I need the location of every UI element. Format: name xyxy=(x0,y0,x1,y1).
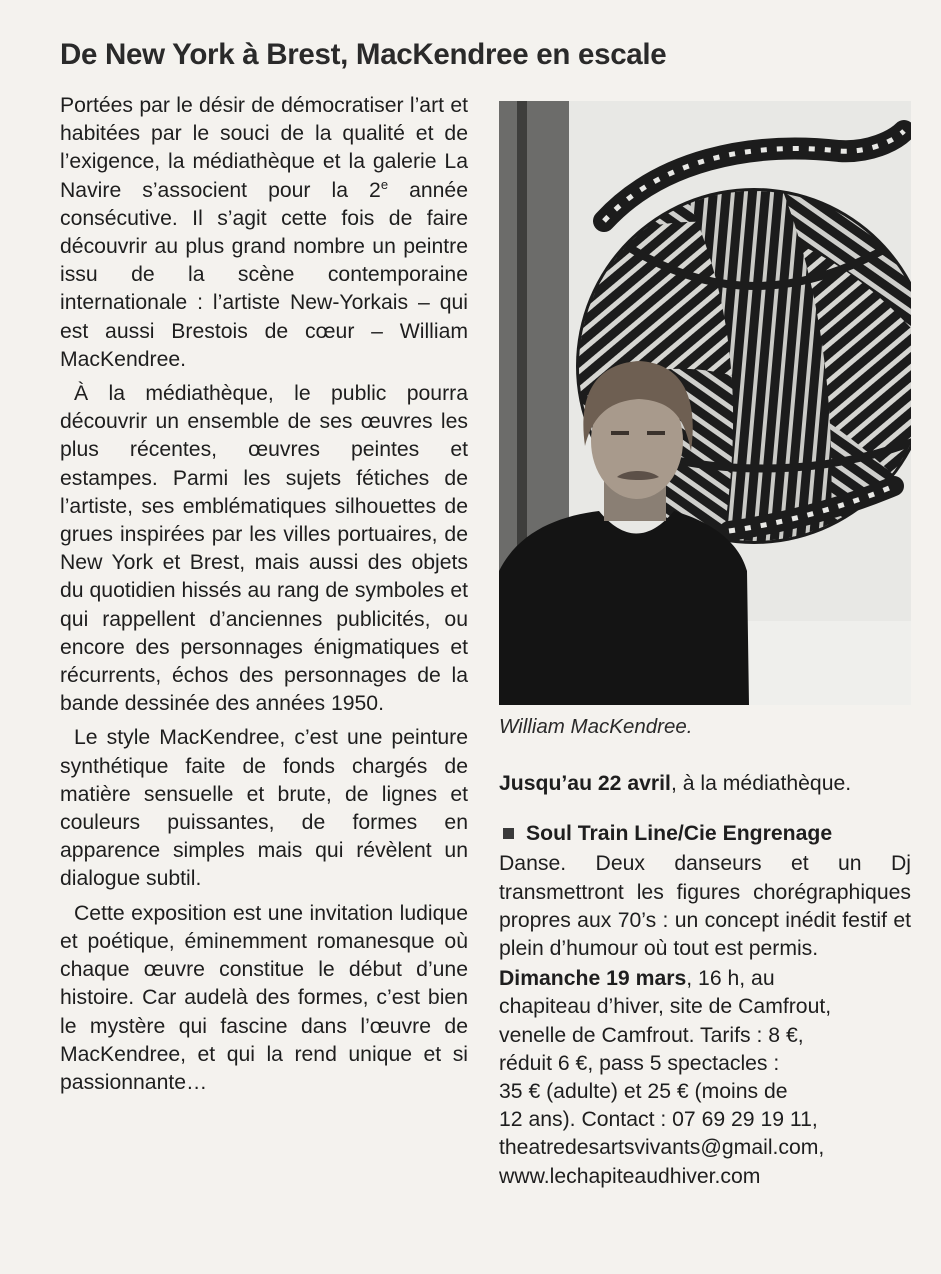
event-info-line-1: Dimanche 19 mars, 16 h, au xyxy=(499,967,775,991)
paragraph-3: Le style MacKendree, c’est une peinture synthétique faite de fonds chargés de matière sensuelle et brute, de lignes et couleurs puissantes, de formes en apparence simples mais qui révèlent un dialogue subtil. xyxy=(60,726,468,891)
artist-photo-illustration xyxy=(499,101,911,705)
event-description: Danse. Deux danseurs et un Dj transmettront les figures chorégraphiques propres aux 70’s : un concept inédit festif et plein d’humour où tout est permis. xyxy=(499,852,911,961)
artist-photo xyxy=(499,101,911,705)
event-info-line-5: 35 € (adulte) et 25 € (moins de xyxy=(499,1080,788,1104)
photo-caption: William MacKendree. xyxy=(499,715,693,738)
exhibition-dates: Jusqu’au 22 avril, à la médiathèque. xyxy=(499,772,852,795)
article-headline: De New York à Brest, MacKendree en escale xyxy=(60,38,667,71)
event-title: Soul Train Line/Cie Engrenage xyxy=(499,820,911,848)
article-body-right-column xyxy=(499,770,911,1191)
event-email: theatredesartsvivants@gmail.com, xyxy=(499,1136,825,1160)
event-info-line-6: 12 ans). Contact : 07 69 29 19 11, xyxy=(499,1108,818,1132)
paragraph-1: Portées par le désir de démocratiser l’art et habitées par le souci de la qualité et de l’exigence, la médiathèque et la galerie La Navire s’associent pour la 2e année consécutive. Il s’agit cette fois de faire découvrir au plus grand nombre un peintre issu de la scène contemporaine internationale : l’artiste New-Yorkais – qui est aussi Brestois de cœur – William MacKendree. xyxy=(60,94,468,371)
event-info-line-4: réduit 6 €, pass 5 spectacles : xyxy=(499,1051,780,1075)
paragraph-2: À la médiathèque, le public pourra découvrir un ensemble de ses œuvres les plus récentes, œuvres peintes et estampes. Parmi les sujets fétiches de l’artiste, ses emblématiques silhouettes de grues inspirées par les villes portuaires, de New York et Brest, mais aussi des objets du quotidien hissés au rang de symboles et qui rappellent d’anciennes publicités, ou encore des personnages énigmatiques et récurrents, échos des personnages de la bande dessinée des années 1950. xyxy=(60,382,468,716)
event-website: www.lechapiteaudhiver.com xyxy=(499,1164,761,1188)
event-info-line-2: chapiteau d’hiver, site de Camfrout, xyxy=(499,995,832,1019)
square-bullet-icon xyxy=(503,828,514,839)
event-info-line-3: venelle de Camfrout. Tarifs : 8 €, xyxy=(499,1023,804,1047)
paragraph-4: Cette exposition est une invitation ludique et poétique, éminemment romanesque où chaque œuvre constitue le début d’une histoire. Car audelà des formes, c’est bien le mystère qui fascine dans l’œuvre de MacKendree, et qui la rend unique et si passionnante… xyxy=(60,901,468,1094)
article-body-left-column xyxy=(60,92,468,1103)
